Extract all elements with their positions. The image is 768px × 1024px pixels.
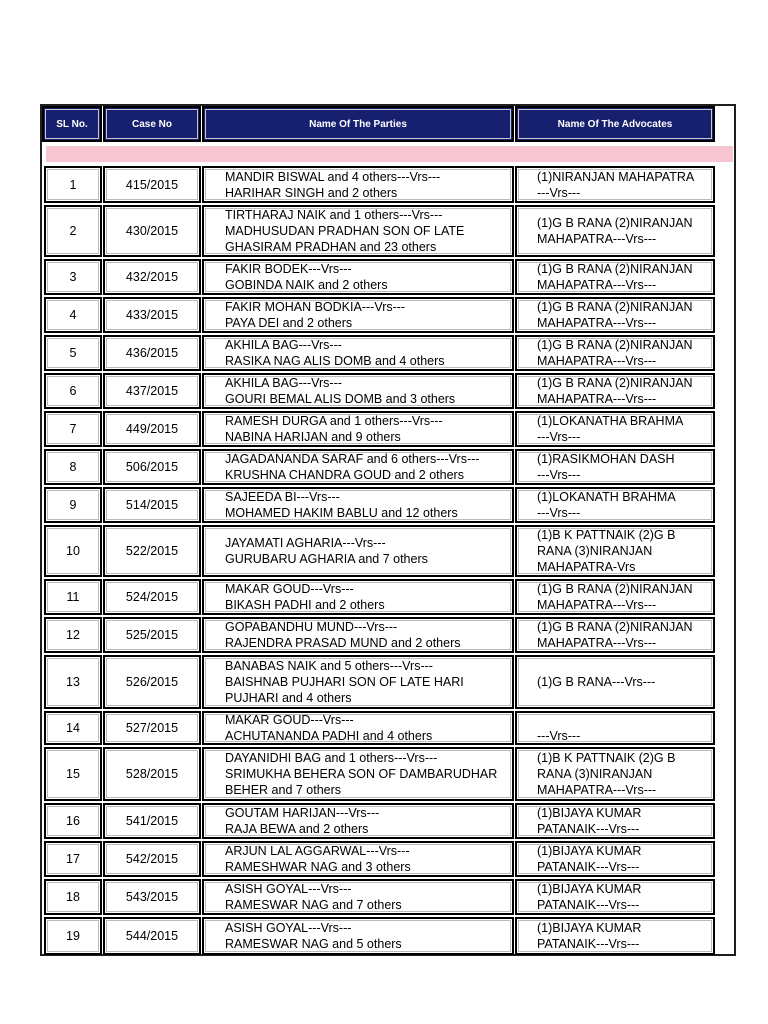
case-no-cell: 433/2015	[103, 297, 201, 333]
party-line: GOBINDA NAIK and 2 others	[225, 278, 388, 292]
advocate-line: (1)G B RANA (2)NIRANJAN	[537, 262, 693, 276]
advocates-cell	[515, 259, 715, 295]
party-line: JAGADANANDA SARAF and 6 others---Vrs---	[225, 452, 480, 466]
parties-cell	[202, 711, 514, 745]
sl-no-cell: 1	[44, 166, 102, 203]
party-line: ASISH GOYAL---Vrs---	[225, 921, 352, 935]
party-line: GOUTAM HARIJAN---Vrs---	[225, 806, 380, 820]
advocates-cell	[515, 335, 715, 371]
party-line: ARJUN LAL AGGARWAL---Vrs---	[225, 844, 410, 858]
advocates-cell	[515, 297, 715, 333]
case-no-cell: 432/2015	[103, 259, 201, 295]
header-advocates: Name Of The Advocates	[515, 106, 715, 142]
parties-cell	[202, 747, 514, 801]
party-line: RAJA BEWA and 2 others	[225, 822, 369, 836]
advocate-line	[537, 712, 713, 728]
advocate-line: MAHAPATRA---Vrs---	[537, 354, 657, 368]
case-no-cell: 543/2015	[103, 879, 201, 915]
advocates-cell	[515, 525, 715, 577]
sl-no-cell: 18	[44, 879, 102, 915]
advocate-line: (1)G B RANA (2)NIRANJAN	[537, 620, 693, 634]
advocate-line: (1)B K PATTNAIK (2)G B	[537, 751, 676, 765]
advocate-line: MAHAPATRA-Vrs	[537, 560, 636, 574]
sl-no-cell: 2	[44, 205, 102, 257]
case-no-cell: 436/2015	[103, 335, 201, 371]
advocate-line: MAHAPATRA---Vrs---	[537, 316, 657, 330]
party-line: GURUBARU AGHARIA and 7 others	[225, 552, 428, 566]
party-line: RAMESWAR NAG and 5 others	[225, 937, 402, 951]
advocates-cell	[515, 655, 715, 709]
parties-cell	[202, 803, 514, 839]
pink-separator-band	[46, 146, 733, 162]
advocate-line: (1)G B RANA (2)NIRANJAN	[537, 216, 693, 230]
advocates-cell	[515, 487, 715, 523]
advocate-line: MAHAPATRA---Vrs---	[537, 636, 657, 650]
sl-no-cell: 6	[44, 373, 102, 409]
advocates-cell	[515, 373, 715, 409]
party-line: MAKAR GOUD---Vrs---	[225, 582, 354, 596]
parties-cell	[202, 617, 514, 653]
case-no-cell: 506/2015	[103, 449, 201, 485]
sl-no-cell: 4	[44, 297, 102, 333]
advocate-line: PATANAIK---Vrs---	[537, 822, 640, 836]
advocate-line: ---Vrs---	[537, 506, 581, 520]
sl-no-cell: 16	[44, 803, 102, 839]
party-line: KRUSHNA CHANDRA GOUD and 2 others	[225, 468, 464, 482]
parties-cell	[202, 841, 514, 877]
parties-cell	[202, 917, 514, 955]
case-no-cell: 437/2015	[103, 373, 201, 409]
case-no-cell: 526/2015	[103, 655, 201, 709]
case-no-cell: 525/2015	[103, 617, 201, 653]
advocates-cell	[515, 411, 715, 447]
party-line: MOHAMED HAKIM BABLU and 12 others	[225, 506, 458, 520]
parties-cell	[202, 259, 514, 295]
case-no-cell: 449/2015	[103, 411, 201, 447]
advocates-cell	[515, 617, 715, 653]
advocates-cell	[515, 711, 715, 745]
case-no-cell: 430/2015	[103, 205, 201, 257]
advocate-line: RANA (3)NIRANJAN	[537, 544, 653, 558]
parties-cell	[202, 655, 514, 709]
party-line: GHASIRAM PRADHAN and 23 others	[225, 240, 437, 254]
advocate-line: (1)G B RANA---Vrs---	[537, 675, 656, 689]
party-line: FAKIR MOHAN BODKIA---Vrs---	[225, 300, 406, 314]
advocate-line: ---Vrs---	[537, 468, 581, 482]
party-line: DAYANIDHI BAG and 1 others---Vrs---	[225, 751, 438, 765]
advocate-line: (1)G B RANA (2)NIRANJAN	[537, 582, 693, 596]
advocate-line: MAHAPATRA---Vrs---	[537, 783, 657, 797]
advocate-line: MAHAPATRA---Vrs---	[537, 598, 657, 612]
advocates-cell	[515, 747, 715, 801]
party-line: AKHILA BAG---Vrs---	[225, 376, 342, 390]
case-no-cell: 528/2015	[103, 747, 201, 801]
case-no-cell: 514/2015	[103, 487, 201, 523]
case-no-cell: 524/2015	[103, 579, 201, 615]
case-no-cell: 541/2015	[103, 803, 201, 839]
sl-no-cell: 5	[44, 335, 102, 371]
advocate-line: (1)G B RANA (2)NIRANJAN	[537, 338, 693, 352]
party-line: BANABAS NAIK and 5 others---Vrs---	[225, 659, 433, 673]
advocates-cell	[515, 449, 715, 485]
parties-cell	[202, 297, 514, 333]
sl-no-cell: 3	[44, 259, 102, 295]
header-sl-no: SL No.	[42, 106, 102, 142]
advocates-cell	[515, 879, 715, 915]
advocate-line: (1)G B RANA (2)NIRANJAN	[537, 300, 693, 314]
case-no-cell: 544/2015	[103, 917, 201, 955]
party-line: RAMESHWAR NAG and 3 others	[225, 860, 411, 874]
header-parties: Name Of The Parties	[202, 106, 514, 142]
advocate-line: PATANAIK---Vrs---	[537, 937, 640, 951]
advocates-cell	[515, 841, 715, 877]
party-line: GOURI BEMAL ALIS DOMB and 3 others	[225, 392, 456, 406]
party-line: GOPABANDHU MUND---Vrs---	[225, 620, 398, 634]
parties-cell	[202, 879, 514, 915]
party-line: NABINA HARIJAN and 9 others	[225, 430, 401, 444]
parties-cell	[202, 487, 514, 523]
sl-no-cell: 11	[44, 579, 102, 615]
advocate-line: MAHAPATRA---Vrs---	[537, 232, 657, 246]
advocate-line: (1)G B RANA (2)NIRANJAN	[537, 376, 693, 390]
advocates-cell	[515, 205, 715, 257]
parties-cell	[202, 373, 514, 409]
party-line: BEHER and 7 others	[225, 783, 342, 797]
advocates-cell	[515, 166, 715, 203]
party-line: RASIKA NAG ALIS DOMB and 4 others	[225, 354, 445, 368]
party-line: PAYA DEI and 2 others	[225, 316, 353, 330]
case-no-cell: 522/2015	[103, 525, 201, 577]
sl-no-cell: 17	[44, 841, 102, 877]
parties-cell	[202, 579, 514, 615]
advocate-line: PATANAIK---Vrs---	[537, 860, 640, 874]
parties-cell	[202, 166, 514, 203]
sl-no-cell: 12	[44, 617, 102, 653]
party-line: JAYAMATI AGHARIA---Vrs---	[225, 536, 386, 550]
advocates-cell	[515, 917, 715, 955]
advocate-line: RANA (3)NIRANJAN	[537, 767, 653, 781]
parties-cell	[202, 335, 514, 371]
sl-no-cell: 9	[44, 487, 102, 523]
advocates-cell	[515, 579, 715, 615]
case-no-cell: 542/2015	[103, 841, 201, 877]
sl-no-cell: 10	[44, 525, 102, 577]
party-line: ASISH GOYAL---Vrs---	[225, 882, 352, 896]
party-line: FAKIR BODEK---Vrs---	[225, 262, 352, 276]
sl-no-cell: 14	[44, 711, 102, 745]
party-line: MADHUSUDAN PRADHAN SON OF LATE	[225, 224, 465, 238]
advocate-line: (1)BIJAYA KUMAR	[537, 806, 642, 820]
case-no-cell: 415/2015	[103, 166, 201, 203]
advocate-line: (1)LOKANATH BRAHMA	[537, 490, 676, 504]
advocate-line: (1)NIRANJAN MAHAPATRA	[537, 169, 695, 184]
advocates-cell	[515, 803, 715, 839]
party-line: MAKAR GOUD---Vrs---	[225, 713, 354, 727]
party-line: RAJENDRA PRASAD MUND and 2 others	[225, 636, 461, 650]
advocate-line: PATANAIK---Vrs---	[537, 898, 640, 912]
case-no-cell: 527/2015	[103, 711, 201, 745]
party-line: BAISHNAB PUJHARI SON OF LATE HARI	[225, 675, 464, 689]
party-line: PUJHARI and 4 others	[225, 691, 352, 705]
parties-cell	[202, 205, 514, 257]
sl-no-cell: 7	[44, 411, 102, 447]
advocate-line: (1)BIJAYA KUMAR	[537, 844, 642, 858]
advocate-line: (1)BIJAYA KUMAR	[537, 921, 642, 935]
party-line: TIRTHARAJ NAIK and 1 others---Vrs---	[225, 208, 443, 222]
party-line: SRIMUKHA BEHERA SON OF DAMBARUDHAR	[225, 767, 498, 781]
advocate-line: (1)BIJAYA KUMAR	[537, 882, 642, 896]
advocate-line: (1)RASIKMOHAN DASH	[537, 452, 675, 466]
party-line: RAMESH DURGA and 1 others---Vrs---	[225, 414, 443, 428]
parties-cell	[202, 525, 514, 577]
party-line: RAMESWAR NAG and 7 others	[225, 898, 402, 912]
sl-no-cell: 15	[44, 747, 102, 801]
party-line: HARIHAR SINGH and 2 others	[225, 185, 398, 200]
advocate-line: (1)LOKANATHA BRAHMA	[537, 414, 684, 428]
parties-cell	[202, 411, 514, 447]
party-line: AKHILA BAG---Vrs---	[225, 338, 342, 352]
header-case-no: Case No	[103, 106, 201, 142]
parties-cell	[202, 449, 514, 485]
advocate-line: ---Vrs---	[537, 430, 581, 444]
party-line: ACHUTANANDA PADHI and 4 others	[225, 729, 433, 743]
party-line: SAJEEDA BI---Vrs---	[225, 490, 340, 504]
party-line: MANDIR BISWAL and 4 others---Vrs---	[225, 169, 441, 184]
party-line: BIKASH PADHI and 2 others	[225, 598, 385, 612]
advocate-line: ---Vrs---	[537, 729, 581, 743]
advocate-line: ---Vrs---	[537, 185, 581, 200]
sl-no-cell: 13	[44, 655, 102, 709]
sl-no-cell: 19	[44, 917, 102, 955]
advocate-line: (1)B K PATTNAIK (2)G B	[537, 528, 676, 542]
advocate-line: MAHAPATRA---Vrs---	[537, 392, 657, 406]
sl-no-cell: 8	[44, 449, 102, 485]
advocate-line: MAHAPATRA---Vrs---	[537, 278, 657, 292]
